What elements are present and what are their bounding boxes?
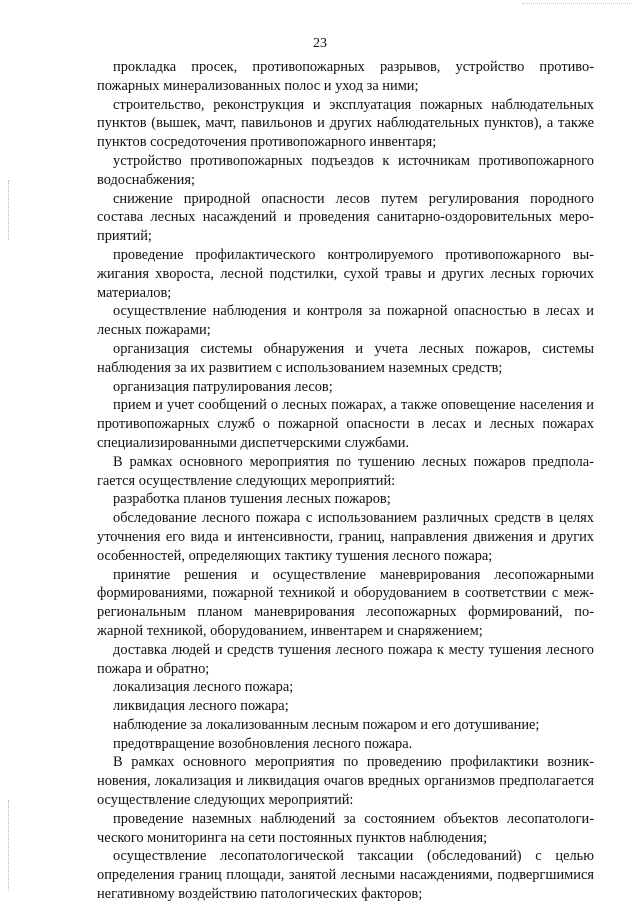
page-number: 23 [313, 36, 327, 51]
paragraph: организация патрулирования лесов; [113, 378, 333, 395]
paragraph: строительство, реконструкция и эксплуатация пожарных наблюдательных пунктов (вышек, мачт, павильонов и других наблюдательных пунктов), а также пунктов сосредоточения противопожарного инвентаря; [97, 96, 594, 151]
paragraph: осуществление лесопатологической таксации (обследований) с целью определения границ площади, занятой лесными насаждениями, подвергшимися негативному воздействию патологических факторов; [97, 848, 594, 903]
paragraph: локализация лесного пожара; [113, 679, 294, 696]
paragraph: В рамках основного мероприятия по тушению лесных пожаров предполагается осуществление следующих мероприятий: [97, 453, 594, 489]
scan-artifact-margin-lower [8, 800, 11, 890]
scan-artifact-top-right [522, 3, 632, 6]
paragraph: прием и учет сообщений о лесных пожарах, а также оповещение населения и противопожарных служб о пожарной опасности в лесах и лесных пожарах специализированными диспетчерскими службами. [97, 397, 594, 451]
paragraph: принятие решения и осуществление маневрирования лесопожарными формированиями, пожарной техникой и оборудованием в соответствии с межрегиональным планом маневрирования лесопожарных формирований, пожарной техникой, оборудованием, инвентарем и снаряжением; [97, 566, 594, 639]
paragraph: снижение природной опасности лесов путем регулирования породного состава лесных насаждений и проведения санитарно-оздоровительных мероприятий; [97, 190, 594, 245]
paragraph: ликвидация лесного пожара; [113, 698, 289, 715]
paragraph: проведение профилактического контролируемого противопожарного выжигания хвороста, лесной подстилки, сухой травы и других лесных горючих материалов; [97, 246, 594, 301]
paragraph: осуществление наблюдения и контроля за пожарной опасностью в лесах и лесных пожарами; [97, 303, 594, 339]
scan-artifact-margin-upper [8, 180, 11, 240]
paragraph: наблюдение за локализованным лесным пожаром и его дотушивание; [113, 716, 540, 733]
paragraph: предотвращение возобновления лесного пожара. [113, 735, 413, 752]
paragraph: прокладка просек, противопожарных разрывов, устройство противопожарных минерализованных полос и уход за ними; [97, 59, 594, 94]
paragraph: доставка людей и средств тушения лесного пожара к месту тушения лесного пожара и обратно; [97, 641, 594, 677]
paragraph: обследование лесного пожара с использованием различных средств в целях уточнения его вида и интенсивности, границ, направления движения и других особенностей, определяющих тактику тушения лесного пожара; [97, 510, 594, 564]
paragraph: организация системы обнаружения и учета лесных пожаров, системы наблюдения за их развитием с использованием наземных средств; [97, 340, 594, 376]
paragraph: разработка планов тушения лесных пожаров; [113, 491, 391, 508]
paragraph: В рамках основного мероприятия по проведению профилактики возникновения, локализация и ликвидация очагов вредных организмов предполагается осуществление следующих мероприятий: [97, 754, 594, 809]
document-body [97, 58, 594, 904]
paragraph: устройство противопожарных подъездов к источникам противопожарного водоснабжения; [97, 152, 594, 188]
paragraph: проведение наземных наблюдений за состоянием объектов лесопатологического мониторинга на сети постоянных пунктов наблюдения; [97, 810, 594, 846]
